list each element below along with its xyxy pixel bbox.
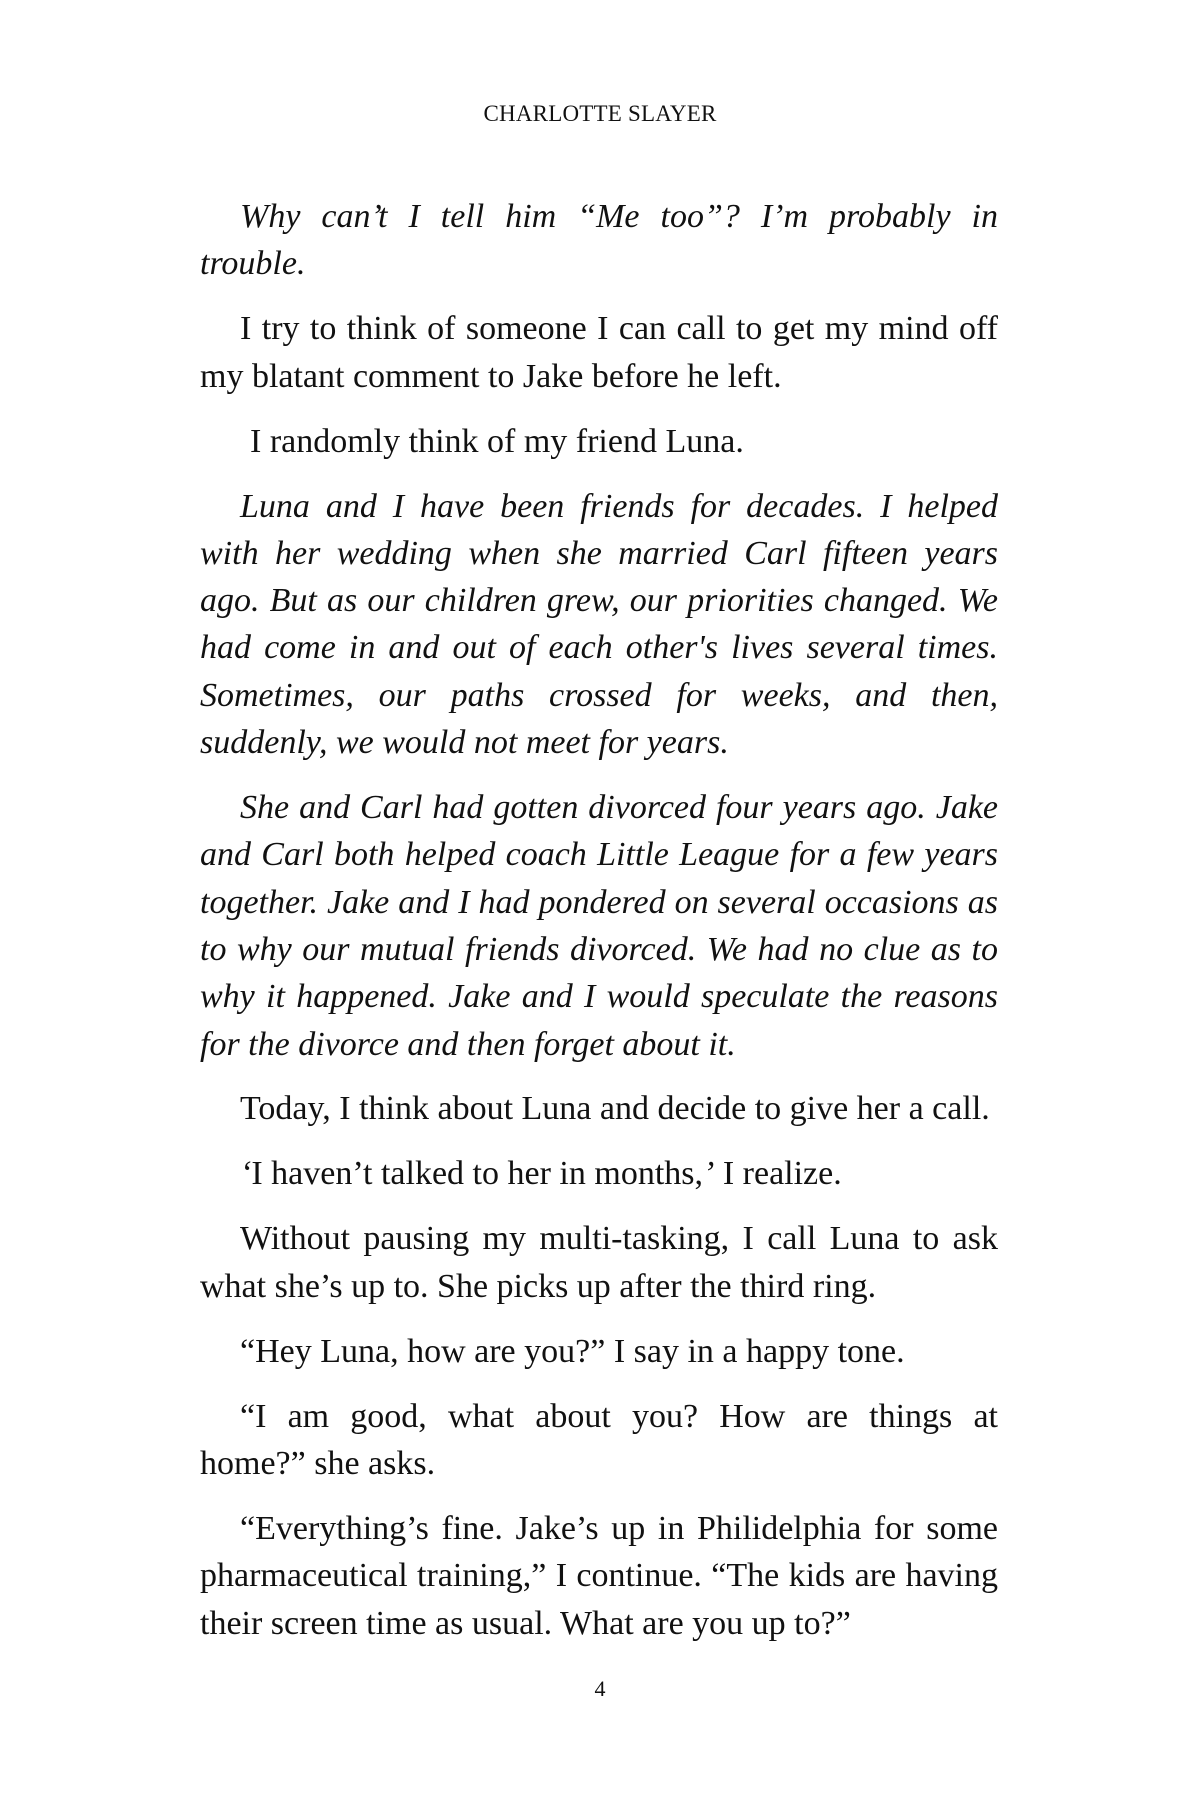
- paragraph-dialogue: “Hey Luna, how are you?” I say in a happy tone.: [240, 1332, 905, 1370]
- paragraph: I try to think of someone I can call to get my mind off my blatant comment to Jake before he left.: [200, 310, 998, 395]
- attribution: I realize.: [714, 1155, 842, 1193]
- paragraph-inner-thought: Why can’t I tell him “Me too”? I’m probably in trouble.: [200, 198, 998, 283]
- paragraph-thought-quote: [200, 1150, 998, 1197]
- open-quote: ‘: [240, 1155, 252, 1193]
- paragraph: I randomly think of my friend Luna.: [250, 422, 744, 460]
- paragraph-backstory: Luna and I have been friends for decades. I helped with her wedding when she married Carl fifteen years ago. But as our children grew, our priorities changed. We had come in and out of each other's lives several times. Sometimes, our paths crossed for weeks, and then, suddenly, we would not meet for years.: [200, 487, 998, 762]
- quoted-thought: I haven’t talked to her in months,: [251, 1155, 703, 1193]
- body-text: [200, 193, 998, 1665]
- running-header: CHARLOTTE SLAYER: [483, 101, 717, 126]
- paragraph-dialogue: “Everything’s fine. Jake’s up in Philidelphia for some pharmaceutical training,” I continue. “The kids are having their screen time as usual. What are you up to?”: [200, 1510, 998, 1642]
- paragraph-dialogue: “I am good, what about you? How are things at home?” she asks.: [200, 1397, 998, 1483]
- close-quote: ’: [703, 1155, 715, 1193]
- page-number: 4: [594, 1676, 606, 1701]
- paragraph: Today, I think about Luna and decide to give her a call.: [240, 1090, 990, 1128]
- paragraph: Without pausing my multi-tasking, I call Luna to ask what she’s up to. She picks up after the third ring.: [200, 1220, 998, 1305]
- paragraph-backstory: She and Carl had gotten divorced four years ago. Jake and Carl both helped coach Little League for a few years together. Jake and I had pondered on several occasions as to why our mutual friends divorced. We had no clue as to why it happened. Jake and I would speculate the reasons for the divorce and then forget about it.: [200, 789, 998, 1063]
